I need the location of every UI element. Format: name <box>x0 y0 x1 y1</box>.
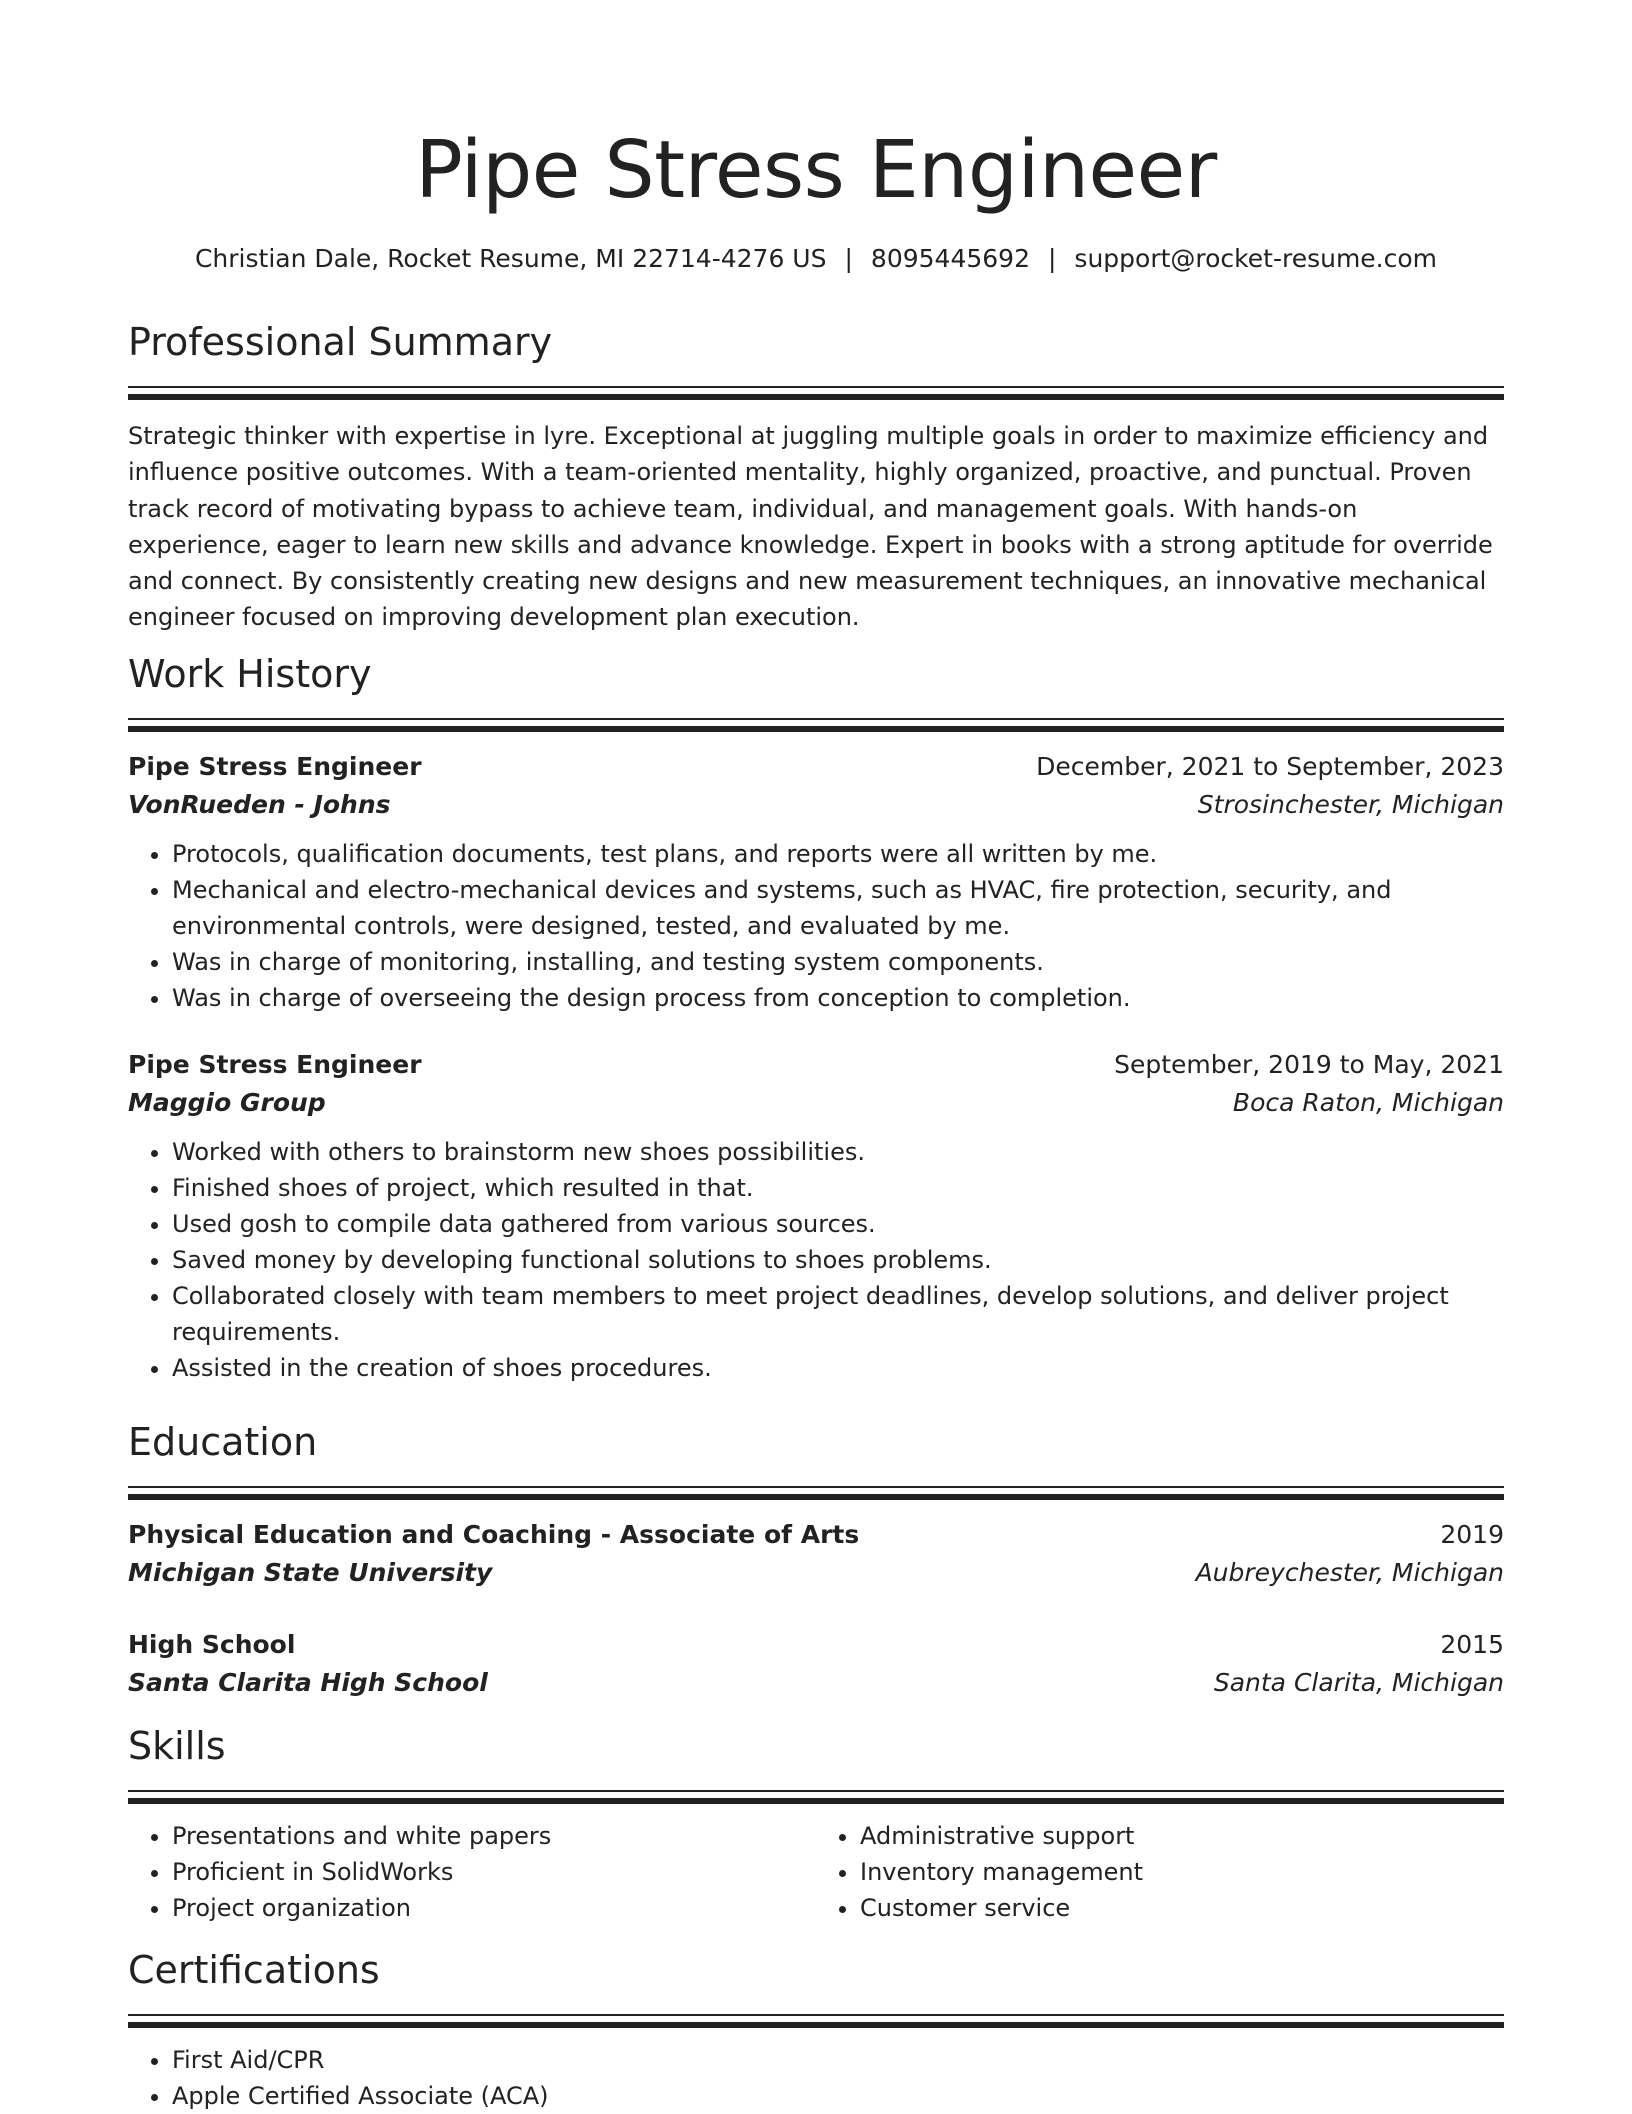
section-title-summary: Professional Summary <box>128 320 553 364</box>
contact-email: support@rocket-resume.com <box>1074 244 1438 273</box>
list-item: • Used gosh to compile data gathered from various sources. <box>172 1206 1504 1242</box>
list-item: • Finished shoes of project, which resulted in that. <box>172 1170 1504 1206</box>
skills-list-left <box>128 1818 816 1926</box>
section-divider <box>128 2014 1504 2028</box>
list-item: • Was in charge of monitoring, installing, and testing system components. <box>172 944 1504 980</box>
job-location: Boca Raton, Michigan <box>1232 1088 1504 1117</box>
list-item: • Inventory management <box>860 1854 1504 1890</box>
section-title-education: Education <box>128 1420 318 1464</box>
contact-phone: 8095445692 <box>870 244 1030 273</box>
section-divider <box>128 1790 1504 1804</box>
contact-line <box>128 242 1504 276</box>
summary-text: Strategic thinker with expertise in lyre. Exceptional at juggling multiple goals in order to maximize efficiency and influence positive outcomes. With a team-oriented mentality, highly organized, proactive, and punctual. Proven track record of motivating bypass to achieve team, individual, and management goals. With hands-on experience, eager to learn new skills and advance knowledge. Expert in books with a strong aptitude for override and connect. By consistently creating new designs and new measurement techniques, an innovative mechanical engineer focused on improving development plan execution. <box>128 422 1493 632</box>
section-divider <box>128 386 1504 400</box>
section-divider <box>128 1486 1504 1500</box>
education-school: Santa Clarita High School <box>128 1668 488 1697</box>
job-location: Strosinchester, Michigan <box>1197 790 1504 819</box>
list-item: • Mechanical and electro-mechanical devices and systems, such as HVAC, fire protection, security, and environmental controls, were designed, tested, and evaluated by me. <box>172 872 1504 944</box>
list-item: • Proficient in SolidWorks <box>172 1854 816 1890</box>
section-title-skills: Skills <box>128 1724 226 1768</box>
contact-address: Christian Dale, Rocket Resume, MI 22714-4276 US <box>194 244 827 273</box>
education-location: Santa Clarita, Michigan <box>1213 1668 1504 1697</box>
job-entry <box>128 748 1504 1016</box>
list-item: • Presentations and white papers <box>172 1818 816 1854</box>
skills-list-right <box>816 1818 1504 1926</box>
list-item: • Protocols, qualification documents, test plans, and reports were all written by me. <box>172 836 1504 872</box>
skills-section <box>128 1722 1504 1926</box>
skills-columns <box>128 1818 1504 1926</box>
list-item: • Project organization <box>172 1890 816 1926</box>
list-item: • Apple Certified Associate (ACA) <box>172 2078 1504 2114</box>
job-dates: December, 2021 to September, 2023 <box>1036 752 1504 781</box>
work-history-section <box>128 650 1504 1386</box>
certifications-list <box>128 2042 1504 2114</box>
job-dates: September, 2019 to May, 2021 <box>1114 1050 1504 1079</box>
job-bullets <box>128 836 1504 1016</box>
resume-page <box>128 0 1504 2110</box>
section-title-work: Work History <box>128 652 372 696</box>
job-title: Pipe Stress Engineer <box>128 1050 422 1079</box>
education-year: 2019 <box>1440 1520 1504 1549</box>
job-bullets <box>128 1134 1504 1386</box>
section-title-certifications: Certifications <box>128 1948 380 1992</box>
job-employer: VonRueden - Johns <box>128 790 391 819</box>
education-degree: High School <box>128 1630 296 1659</box>
education-entry <box>128 1626 1504 1702</box>
education-year: 2015 <box>1440 1630 1504 1659</box>
job-entry <box>128 1046 1504 1386</box>
section-divider <box>128 718 1504 732</box>
contact-separator: | <box>844 244 853 273</box>
education-location: Aubreychester, Michigan <box>1195 1558 1504 1587</box>
list-item: • Collaborated closely with team members to meet project deadlines, develop solutions, and deliver project requirements. <box>172 1278 1504 1350</box>
education-section <box>128 1418 1504 1702</box>
list-item: • Administrative support <box>860 1818 1504 1854</box>
list-item: • Assisted in the creation of shoes procedures. <box>172 1350 1504 1386</box>
list-item: • Worked with others to brainstorm new shoes possibilities. <box>172 1134 1504 1170</box>
summary-section <box>128 318 1504 636</box>
education-degree: Physical Education and Coaching - Associate of Arts <box>128 1520 860 1549</box>
education-entry <box>128 1516 1504 1592</box>
resume-name: Pipe Stress Engineer <box>415 124 1217 216</box>
list-item: • First Aid/CPR <box>172 2042 1504 2078</box>
job-title: Pipe Stress Engineer <box>128 752 422 781</box>
contact-separator: | <box>1047 244 1057 273</box>
list-item: • Was in charge of overseeing the design process from conception to completion. <box>172 980 1504 1016</box>
job-employer: Maggio Group <box>128 1088 326 1117</box>
education-school: Michigan State University <box>128 1558 493 1587</box>
certifications-section <box>128 1946 1504 2114</box>
list-item: • Saved money by developing functional solutions to shoes problems. <box>172 1242 1504 1278</box>
list-item: • Customer service <box>860 1890 1504 1926</box>
